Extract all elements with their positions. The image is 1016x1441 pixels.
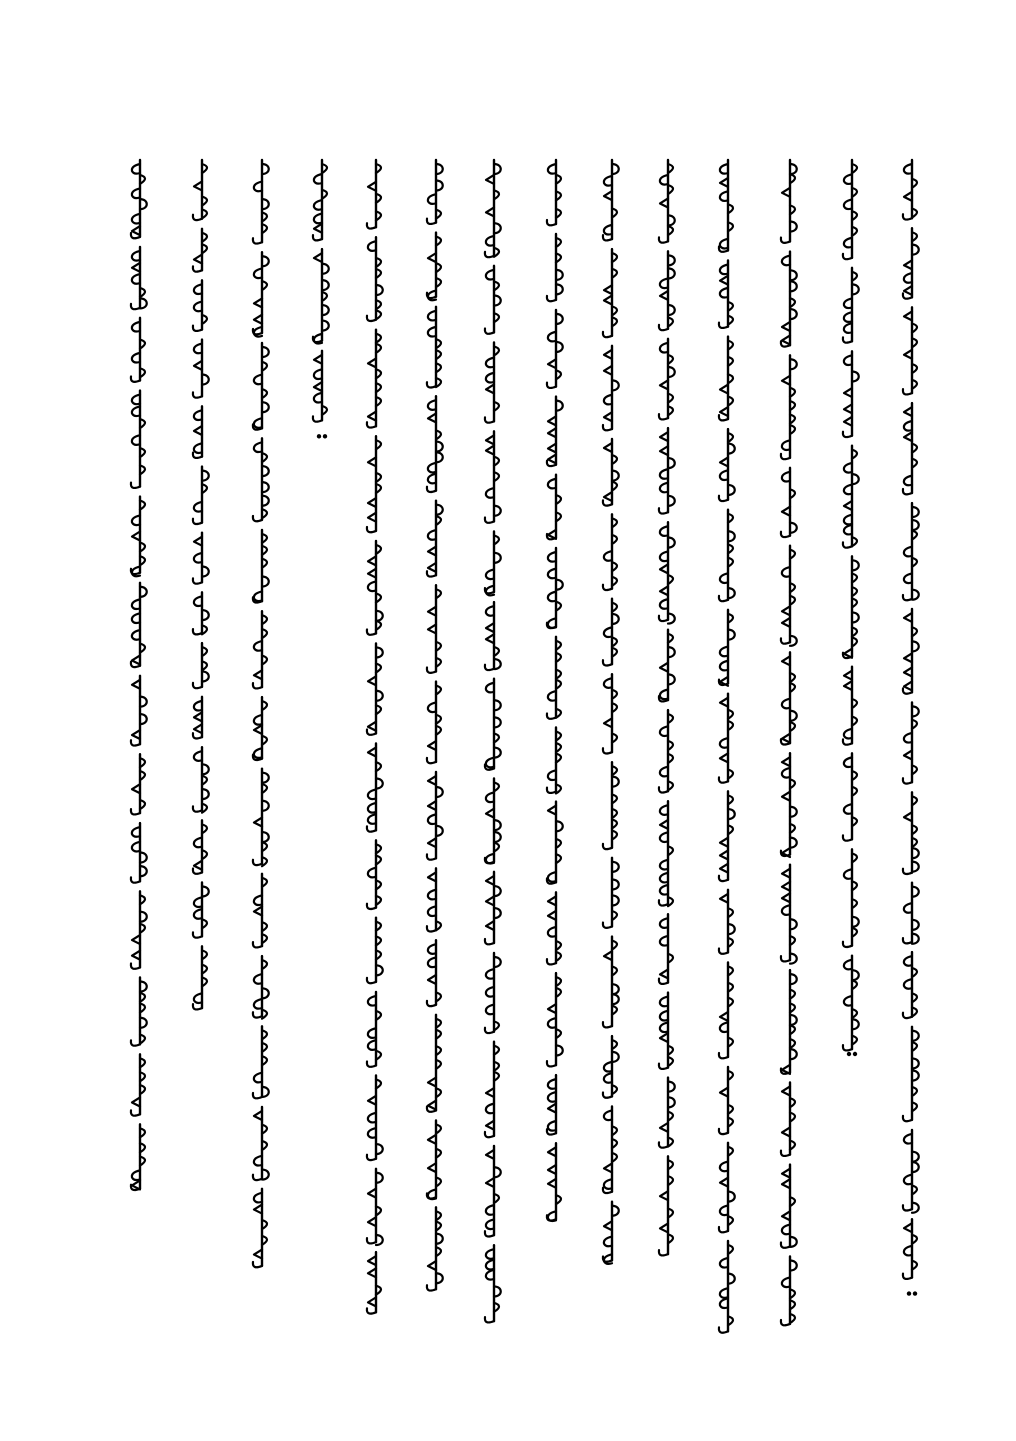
word	[659, 914, 673, 984]
column-glyphs	[836, 160, 868, 1060]
word	[659, 251, 675, 330]
word	[367, 330, 381, 428]
word	[367, 436, 381, 532]
word	[781, 468, 797, 537]
text-column	[420, 160, 452, 1305]
word	[253, 1026, 269, 1098]
text-column	[246, 160, 278, 1305]
word	[367, 1252, 381, 1314]
column-glyphs	[596, 160, 628, 1305]
word	[603, 858, 619, 928]
end-mark	[913, 1291, 917, 1295]
word	[843, 667, 857, 745]
word	[603, 1202, 619, 1264]
word	[131, 1054, 145, 1115]
word	[313, 160, 327, 240]
word	[547, 310, 563, 388]
end-mark	[317, 434, 321, 438]
word	[367, 743, 383, 831]
word	[485, 431, 501, 522]
word	[253, 874, 267, 948]
word	[253, 611, 267, 688]
word	[781, 355, 797, 459]
word	[843, 956, 859, 1051]
word	[485, 531, 501, 595]
word	[367, 237, 383, 321]
word	[131, 823, 147, 883]
word	[193, 406, 202, 458]
word	[485, 679, 501, 770]
word	[603, 674, 617, 753]
word	[427, 307, 441, 388]
word	[253, 697, 267, 760]
word	[485, 778, 501, 863]
word	[843, 556, 859, 658]
word	[193, 467, 209, 524]
word	[659, 1156, 673, 1255]
word	[253, 1189, 267, 1268]
word	[427, 1015, 441, 1112]
word	[719, 1241, 735, 1333]
word	[193, 946, 207, 1009]
column-glyphs	[246, 160, 278, 1305]
word	[903, 792, 919, 874]
column-glyphs	[360, 160, 392, 1305]
word	[193, 592, 209, 634]
word	[719, 337, 733, 421]
word	[193, 229, 207, 272]
word	[603, 346, 619, 430]
word	[253, 769, 269, 866]
word	[193, 533, 209, 584]
word	[367, 1075, 383, 1160]
column-glyphs	[186, 160, 218, 1045]
word	[659, 993, 673, 1069]
word	[603, 514, 617, 590]
word	[719, 261, 733, 328]
text-column	[896, 160, 928, 1305]
end-mark	[323, 434, 327, 438]
word	[547, 160, 561, 225]
word	[427, 233, 441, 301]
word	[547, 475, 561, 540]
end-mark	[853, 1052, 857, 1056]
column-glyphs	[712, 160, 744, 1305]
text-column	[540, 160, 572, 1305]
word	[367, 918, 383, 984]
word	[367, 1169, 383, 1245]
word	[367, 840, 381, 909]
word	[781, 1256, 797, 1325]
word	[903, 702, 919, 783]
word	[781, 160, 797, 243]
word	[547, 802, 563, 884]
word	[903, 228, 919, 298]
word	[131, 676, 147, 746]
word	[903, 307, 917, 394]
word	[903, 1219, 917, 1279]
word	[193, 340, 209, 398]
word	[253, 160, 269, 244]
word	[659, 428, 675, 513]
word	[843, 849, 859, 947]
word	[485, 266, 501, 334]
word	[427, 396, 443, 492]
word	[193, 820, 207, 873]
word	[427, 160, 443, 224]
word	[781, 1165, 797, 1248]
word	[131, 1124, 145, 1190]
word	[313, 351, 327, 422]
word	[903, 503, 919, 600]
word	[253, 1107, 269, 1180]
word	[485, 1042, 499, 1138]
word	[843, 160, 857, 259]
word	[843, 446, 859, 548]
word	[427, 682, 441, 764]
word	[547, 1143, 561, 1221]
word	[485, 953, 501, 1033]
word	[547, 234, 563, 301]
word	[367, 643, 383, 734]
word	[131, 754, 145, 814]
column-glyphs	[896, 160, 928, 1305]
text-column	[774, 160, 806, 1305]
text-column	[306, 160, 338, 450]
word	[781, 753, 797, 857]
word	[485, 602, 501, 670]
word	[719, 791, 735, 881]
word	[131, 583, 147, 667]
word	[485, 872, 501, 944]
word	[253, 252, 269, 336]
word	[781, 970, 797, 1074]
word	[603, 1106, 617, 1193]
word	[659, 339, 675, 420]
word	[603, 762, 619, 849]
word	[659, 630, 675, 702]
word	[843, 351, 859, 437]
column-glyphs	[478, 160, 510, 1305]
text-column	[652, 160, 684, 1305]
word	[547, 892, 561, 964]
word	[659, 1078, 675, 1148]
word	[253, 530, 269, 603]
text-column	[836, 160, 868, 1060]
word	[131, 977, 147, 1045]
word	[903, 160, 917, 220]
word	[719, 890, 735, 954]
word	[781, 1082, 795, 1155]
column-glyphs	[540, 160, 572, 1305]
word	[253, 343, 269, 430]
end-mark	[847, 1052, 851, 1056]
word	[131, 247, 147, 309]
word	[903, 1027, 919, 1121]
word	[903, 952, 917, 1018]
word	[193, 747, 209, 812]
word	[313, 249, 329, 343]
word	[843, 268, 859, 343]
text-column	[478, 160, 510, 1305]
end-mark	[907, 1291, 911, 1295]
word	[719, 962, 733, 1058]
word	[427, 585, 441, 673]
word	[719, 1143, 735, 1233]
column-glyphs	[774, 160, 806, 1305]
word	[719, 1067, 733, 1134]
word	[427, 940, 441, 1006]
word	[547, 397, 563, 466]
word	[659, 160, 675, 243]
word	[903, 403, 917, 494]
word	[367, 541, 383, 635]
word	[659, 522, 675, 623]
word	[903, 1130, 919, 1213]
word	[603, 937, 619, 1028]
word	[547, 1075, 556, 1134]
word	[781, 252, 797, 347]
word	[603, 1036, 619, 1098]
word	[547, 548, 563, 628]
word	[193, 160, 207, 220]
word	[719, 429, 735, 501]
word	[367, 160, 381, 229]
word	[131, 391, 145, 488]
column-glyphs	[124, 160, 156, 1305]
word	[131, 497, 145, 577]
word	[131, 160, 147, 238]
word	[603, 439, 619, 506]
word	[547, 728, 561, 794]
word	[659, 710, 673, 792]
word	[903, 609, 919, 694]
text-column	[186, 160, 218, 1045]
word	[193, 643, 209, 688]
word	[719, 510, 735, 601]
word	[131, 318, 145, 382]
word	[719, 160, 733, 252]
column-glyphs	[652, 160, 684, 1305]
word	[131, 891, 147, 968]
word	[903, 883, 919, 944]
word	[547, 637, 561, 719]
text-column	[124, 160, 156, 1305]
word	[781, 865, 797, 964]
word	[253, 438, 269, 521]
word	[603, 249, 617, 337]
word	[485, 160, 501, 257]
word	[193, 280, 207, 331]
word	[427, 772, 443, 860]
word	[193, 882, 209, 937]
word	[719, 610, 735, 686]
word	[781, 546, 797, 646]
word	[193, 697, 202, 739]
word	[719, 694, 733, 783]
text-column	[596, 160, 628, 1305]
word	[603, 599, 619, 666]
word	[427, 1207, 443, 1290]
word	[253, 956, 269, 1019]
word	[843, 753, 857, 840]
column-glyphs	[306, 160, 338, 450]
word	[547, 973, 563, 1066]
word	[427, 868, 441, 931]
word	[603, 160, 619, 240]
word	[427, 501, 443, 577]
column-glyphs	[420, 160, 452, 1305]
word	[427, 1120, 441, 1199]
text-column	[360, 160, 392, 1305]
word	[781, 652, 797, 744]
word	[485, 1146, 501, 1237]
text-column	[712, 160, 744, 1305]
word	[485, 1245, 501, 1322]
word	[367, 992, 381, 1067]
word	[659, 801, 673, 906]
word	[485, 342, 499, 422]
